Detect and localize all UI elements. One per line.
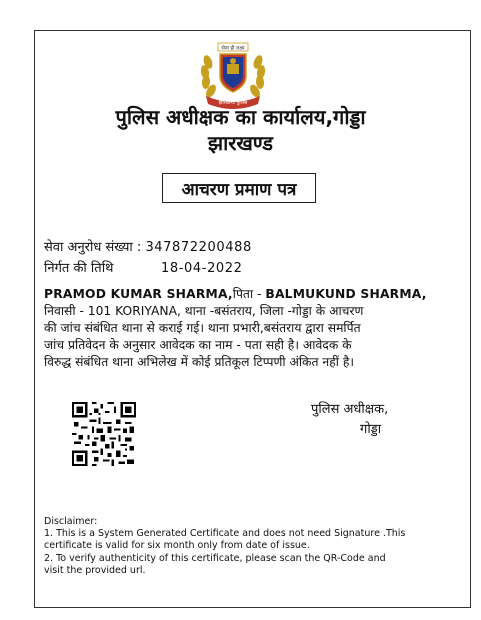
disclaimer-point-2b: visit the provided url.: [44, 564, 146, 576]
certificate-body: [44, 286, 464, 371]
disclaimer-point-1a: 1. This is a System Generated Certificate and does not need Signature .This: [44, 528, 406, 540]
request-number: 347872200488: [145, 240, 252, 255]
qr-code-icon[interactable]: [72, 402, 136, 466]
jharkhand-police-emblem-icon: [198, 40, 268, 112]
emblem-banner-text: झारखण्ड पुलिस: [218, 100, 248, 106]
disclaimer: [44, 516, 464, 577]
office-state: झारखण्ड: [207, 131, 274, 155]
signature-block: [311, 400, 388, 440]
body-line-1: [44, 286, 464, 303]
disclaimer-point-2a: 2. To verify authenticity of this certificate, please scan the QR-Code and: [44, 552, 386, 564]
issue-date: 18-04-2022: [161, 261, 243, 276]
request-number-row: [44, 239, 252, 257]
signature-designation: पुलिस अधीक्षक,: [311, 402, 389, 417]
father-label: पिता -: [232, 287, 266, 301]
signature-place: गोड्डा: [360, 422, 382, 437]
body-line-2: निवासी - 101 KORIYANA, थाना -बसंतराय, जिला -गोड्डा के आचरण: [44, 304, 364, 318]
body-line-3: की जांच संबंधित थाना से कराई गई। थाना प्रभारी,बसंतराय द्वारा समर्पित: [44, 321, 361, 335]
body-line-4: जांच प्रतिवेदन के अनुसार आवेदक का नाम - पता सही है। आवेदक के: [44, 338, 352, 352]
disclaimer-heading: Disclaimer:: [44, 516, 98, 527]
issue-date-label: निर्गत की तिथि: [44, 261, 114, 276]
father-name: BALMUKUND SHARMA,: [265, 287, 427, 301]
disclaimer-point-1b: certificate is valid for six month only from date of issue.: [44, 540, 310, 552]
request-label: सेवा अनुरोध संख्या :: [44, 240, 142, 255]
emblem-motto-text: सेवा ही लक्ष्य: [221, 45, 245, 52]
certificate-title: आचरण प्रमाण पत्र: [162, 173, 316, 203]
issue-date-row: [44, 260, 284, 278]
applicant-name: PRAMOD KUMAR SHARMA,: [44, 287, 233, 301]
body-line-5: विरुद्ध संबंधित थाना अभिलेख में कोई प्रतिकूल टिप्पणी अंकित नहीं है।: [44, 355, 355, 369]
office-title: पुलिस अधीक्षक का कार्यालय,गोड्डा: [115, 105, 366, 129]
